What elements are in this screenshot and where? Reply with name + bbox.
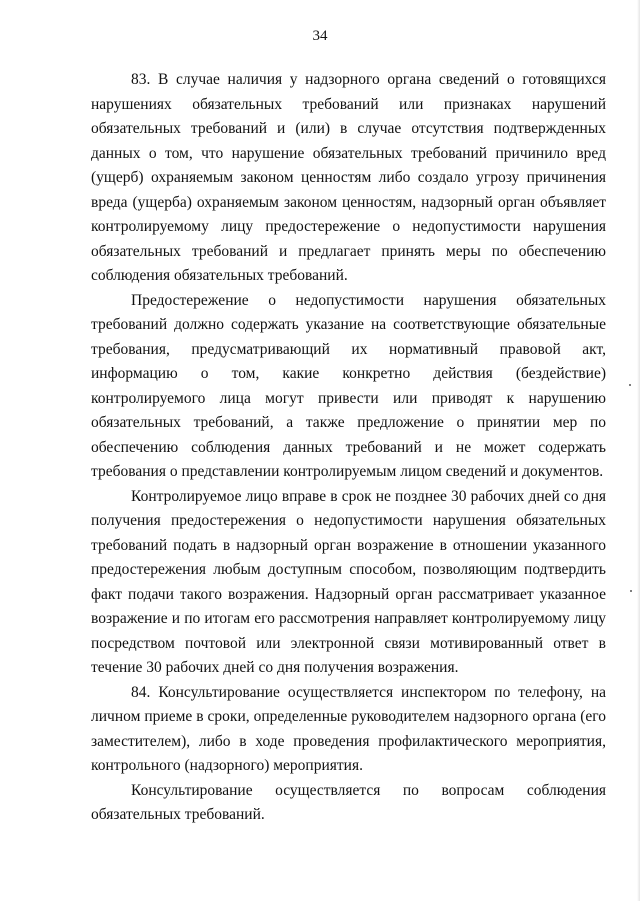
scan-speck — [629, 384, 631, 386]
paragraph-objection-right: Контролируемое лицо вправе в срок не позднее 30 рабочих дней со дня получения предостережения о недопустимости нарушения обязательных требований подать в надзорный орган возражение в отношении указанного предостережения любым доступным способом, позволяющим подтвердить факт подачи такого возражения. Надзорный орган рассматривает указанное возражение и по итогам его рассмотрения направляет контролируемому лицу посредством почтовой или электронной связи мотивированный ответ в течение 30 рабочих дней со дня получения возражения. — [91, 487, 606, 676]
paragraph-consulting-topics: Консультирование осуществляется по вопросам соблюдения обязательных требований. — [91, 781, 606, 823]
paragraph-warning-content: Предостережение о недопустимости нарушения обязательных требований должно содержать указание на соответствующие обязательные требования, предусматривающий их нормативный правовой акт, информацию о том, какие конкретно действия (бездействие) контролируемого лица могут привести или приводят к нарушению обязательных требований, а также предложение о принятии мер по обеспечению соблюдения данных требований и не может содержать требования о представлении контролируемым лицом сведений и документов. — [91, 291, 606, 480]
page-number: 34 — [312, 28, 328, 44]
document-body — [91, 68, 606, 828]
scan-speck — [630, 590, 632, 592]
paragraph-item-83: 83. В случае наличия у надзорного органа сведений о готовящихся нарушениях обязательных требований или признаках нарушений обязательных требований и (или) в случае отсутствия подтвержденных данных о том, что нарушение обязательных требований причинило вред (ущерб) охраняемым законом ценностям либо создало угрозу причинения вреда (ущерба) охраняемым законом ценностям, надзорный орган объявляет контролируемому лицу предостережение о недопустимости нарушения обязательных требований и предлагает принять меры по обеспечению соблюдения обязательных требований. — [91, 71, 606, 284]
paragraph-item-84: 84. Консультирование осуществляется инспектором по телефону, на личном приеме в сроки, определенные руководителем надзорного органа (его заместителем), либо в ходе проведения профилактического мероприятия, контрольного (надзорного) мероприятия. — [91, 683, 606, 774]
